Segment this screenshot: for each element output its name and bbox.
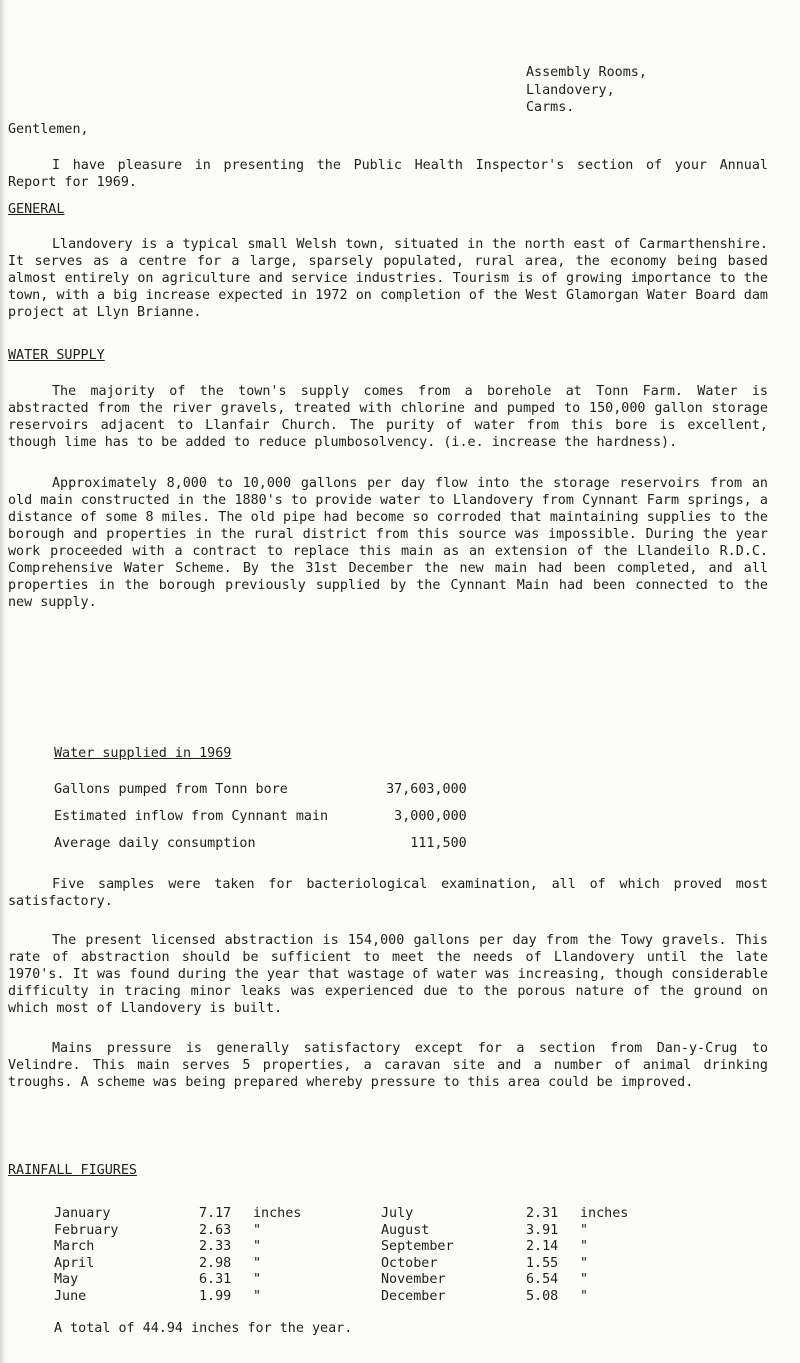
- rainfall-row: [54, 1289, 628, 1306]
- water-row-value: 111,500: [410, 836, 467, 851]
- rainfall-unit: ": [253, 1239, 262, 1254]
- rainfall-row: [54, 1206, 628, 1223]
- scan-edge-shadow: [0, 0, 6, 1363]
- rainfall-month: October: [381, 1255, 438, 1271]
- intro-text: I have pleasure in presenting the Public Health Inspector's section of your Annual Report for 1969.: [8, 158, 768, 190]
- water-paragraph-3: [8, 876, 768, 910]
- address-line-2: Llandovery,: [526, 82, 615, 98]
- general-paragraph: [8, 236, 768, 321]
- rainfall-month: March: [54, 1239, 95, 1254]
- water-supplied-table: [54, 781, 467, 862]
- water-paragraph-2: [8, 475, 768, 611]
- water-row: [54, 808, 467, 835]
- address-line-3: Carms.: [526, 100, 575, 115]
- rainfall-value: 6.54: [526, 1272, 559, 1287]
- rainfall-row: [54, 1272, 628, 1289]
- rainfall-month: June: [54, 1288, 87, 1304]
- rainfall-row: [54, 1223, 628, 1240]
- water-text-1: The majority of the town's supply comes from a borehole at Tonn Farm. Water is abstracted from the river gravels, treated with chlorine and pumped to 150,000 gallon storage reservoirs adjacent to Llanfair Church. The purity of water from this bore is excellent, though lime has to be added to reduce plumbosolvency. (i.e. increase the hardness).: [8, 384, 768, 450]
- rainfall-month: July: [381, 1206, 414, 1221]
- water-row-value: 37,603,000: [386, 782, 467, 797]
- rainfall-month: January: [54, 1206, 111, 1221]
- rainfall-month: February: [54, 1222, 119, 1238]
- rainfall-unit: inches: [580, 1206, 629, 1221]
- rainfall-month: September: [381, 1239, 454, 1254]
- rainfall-rows: [54, 1206, 628, 1305]
- rainfall-value: 6.31: [199, 1272, 232, 1287]
- water-row-value: 3,000,000: [394, 809, 467, 824]
- rainfall-unit: ": [253, 1272, 262, 1287]
- water-paragraph-4: [8, 932, 768, 1017]
- rainfall-unit: ": [580, 1255, 589, 1271]
- rainfall-value: 2.14: [526, 1239, 559, 1254]
- water-row: [54, 781, 467, 808]
- rainfall-value: 2.31: [526, 1206, 559, 1221]
- general-text: Llandovery is a typical small Welsh town, situated in the north east of Carmarthenshire. It serves as a centre for a large, sparsely populated, rural area, the economy being based almost entirely on agriculture and service industries. Tourism is of growing importance to the town, with a big increase expected in 1972 on completion of the West Glamorgan Water Board dam project at Llyn Brianne.: [8, 237, 768, 320]
- rainfall-unit: ": [580, 1288, 589, 1304]
- rainfall-row: [54, 1256, 628, 1273]
- water-row-label: Estimated inflow from Cynnant main: [54, 809, 329, 824]
- rainfall-unit: ": [580, 1222, 589, 1238]
- rainfall-unit: ": [580, 1239, 589, 1254]
- address-block: [526, 64, 647, 117]
- water-row-label: Average daily consumption: [54, 836, 256, 851]
- rainfall-value: 5.08: [526, 1288, 559, 1304]
- water-supply-heading: WATER SUPPLY: [8, 348, 105, 363]
- rainfall-value: 1.99: [199, 1288, 232, 1304]
- rainfall-value: 2.63: [199, 1222, 232, 1238]
- rainfall-unit: inches: [253, 1206, 302, 1221]
- rainfall-unit: ": [253, 1288, 262, 1304]
- water-row: [54, 835, 467, 862]
- rainfall-unit: ": [580, 1272, 589, 1287]
- rainfall-unit: ": [253, 1255, 262, 1271]
- water-text-3: Five samples were taken for bacteriological examination, all of which proved most satisfactory.: [8, 877, 768, 909]
- general-heading: GENERAL: [8, 202, 65, 217]
- rainfall-value: 1.55: [526, 1255, 559, 1271]
- address-line-1: Assembly Rooms,: [526, 65, 647, 80]
- rainfall-value: 2.98: [199, 1255, 232, 1271]
- rainfall-table: [54, 1206, 628, 1305]
- water-text-2: Approximately 8,000 to 10,000 gallons per day flow into the storage reservoirs from an old main constructed in the 1880's to provide water to Llandovery from Cynnant Farm springs, a distance of some 8 miles. The old pipe had become so corroded that maintaining supplies to the borough and properties in the rural district from this source was impossible. During the year work proceeded with a contract to replace this main as an extension of the Llandeilo R.D.C. Comprehensive Water Scheme. By the 31st December the new main had been completed, and all properties in the borough previously supplied by the Cynnant Main had been connected to the new supply.: [8, 476, 768, 610]
- rainfall-month: August: [381, 1222, 430, 1238]
- rainfall-month: April: [54, 1255, 95, 1271]
- water-text-5: Mains pressure is generally satisfactory except for a section from Dan-y-Crug to Velindre. This main serves 5 properties, a caravan site and a number of animal drinking troughs. A scheme was being prepared whereby pressure to this area could be improved.: [8, 1041, 768, 1090]
- rainfall-value: 3.91: [526, 1222, 559, 1238]
- intro-paragraph: [8, 157, 768, 191]
- water-paragraph-1: [8, 383, 768, 451]
- rainfall-heading: RAINFALL FIGURES: [8, 1163, 137, 1178]
- rainfall-value: 7.17: [199, 1206, 232, 1221]
- water-row-label: Gallons pumped from Tonn bore: [54, 782, 288, 797]
- rainfall-total: A total of 44.94 inches for the year.: [54, 1321, 353, 1336]
- water-supplied-title: Water supplied in 1969: [54, 746, 232, 761]
- rainfall-row: [54, 1239, 628, 1256]
- water-paragraph-5: [8, 1040, 768, 1091]
- rainfall-value: 2.33: [199, 1239, 232, 1254]
- rainfall-month: December: [381, 1288, 446, 1304]
- water-text-4: The present licensed abstraction is 154,000 gallons per day from the Towy gravels. This rate of abstraction should be sufficient to meet the needs of Llandovery until the late 1970's. It was found during the year that wastage of water was increasing, though considerable difficulty in tracing minor leaks was experienced due to the porous nature of the ground on which most of Llandovery is built.: [8, 933, 768, 1016]
- salutation: Gentlemen,: [8, 122, 89, 137]
- rainfall-month: May: [54, 1272, 79, 1287]
- rainfall-month: November: [381, 1272, 446, 1287]
- rainfall-unit: ": [253, 1222, 262, 1238]
- water-supplied-rows: [54, 781, 467, 862]
